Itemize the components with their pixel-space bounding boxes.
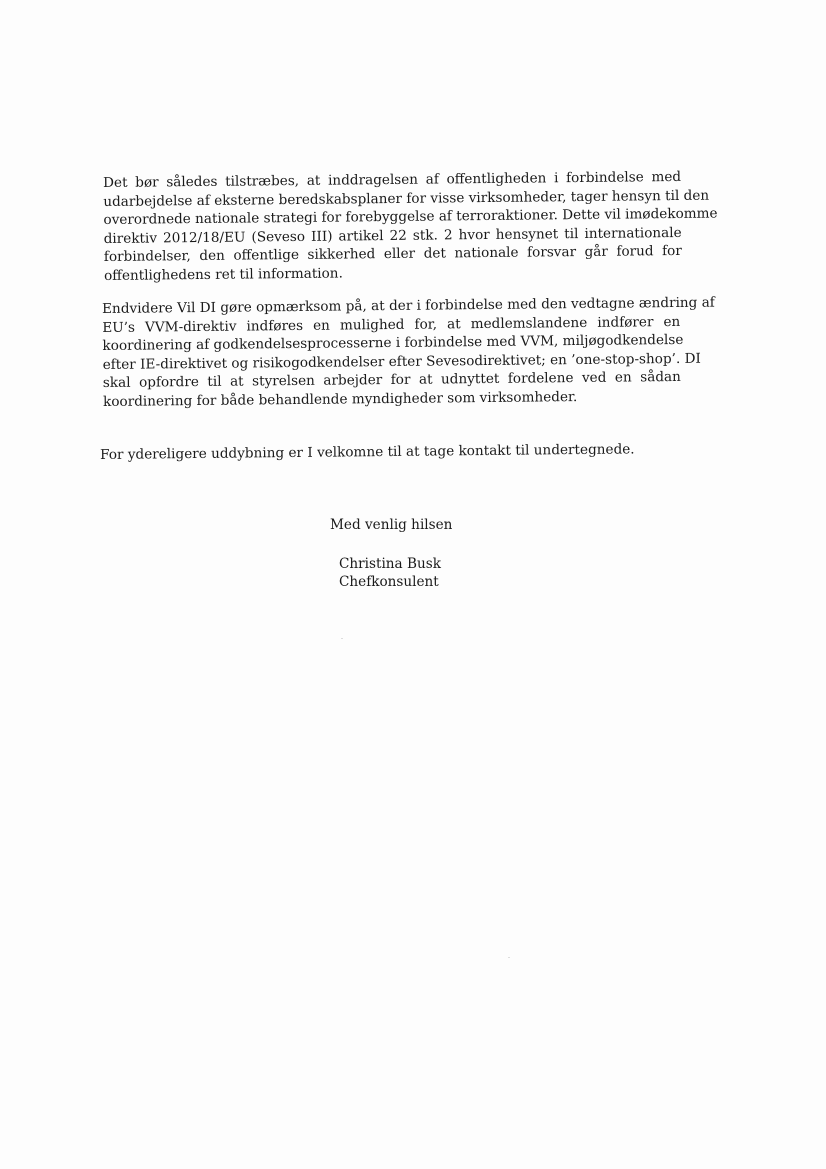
text-line: koordinering for både behandlende myndigheder som virksomheder. <box>102 388 578 410</box>
text-line: udarbejdelse af eksterne beredskabsplaner for visse virksomheder, tager hensyn til den <box>103 187 710 210</box>
text-line: Det bør således tilstræbes, at inddragelsen af offentligheden i forbindelse med <box>103 168 682 191</box>
paragraph-contact <box>100 441 635 465</box>
text-line: efter IE-direktivet og risikogodkendelser efter Sevesodirektivet; en ’one-stop-shop’. DI <box>102 350 701 373</box>
text-line: koordinering af godkendelsesprocesserne i forbindelse med VVM, miljøgodkendelse <box>102 331 684 354</box>
text-line: overordnede nationale strategi for forebyggelse af terroraktioner. Dette vil imødekomme <box>103 205 718 228</box>
text-line: skal opfordre til at styrelsen arbejder for at udnyttet fordelene ved en sådan <box>102 368 681 391</box>
text-line: forbindelser, den offentlige sikkerhed eller det nationale forsvar går forud for <box>103 242 682 265</box>
text-line: For ydereligere uddybning er I velkomne til at tage kontakt til undertegnede. <box>100 441 635 463</box>
paragraph-public-involvement <box>103 168 718 285</box>
text-line: EU’s VVM-direktiv indføres en mulighed for, at medlemslandene indfører en <box>102 313 681 336</box>
paragraph-vvm-directive <box>102 294 715 411</box>
closing-greeting: Med venlig hilsen <box>330 517 453 533</box>
signer-name: Christina Busk <box>339 556 441 572</box>
scan-speck <box>508 957 510 958</box>
text-line: Endvidere Vil DI gøre opmærksom på, at der i forbindelse med den vedtagne ændring af <box>102 294 715 317</box>
text-line: direktiv 2012/18/EU (Seveso III) artikel 22 stk. 2 hvor hensynet til internationale <box>103 224 682 247</box>
text-line: offentlighedens ret til information. <box>103 264 343 284</box>
signer-title: Chefkonsulent <box>339 574 439 590</box>
scan-speck <box>341 638 343 639</box>
